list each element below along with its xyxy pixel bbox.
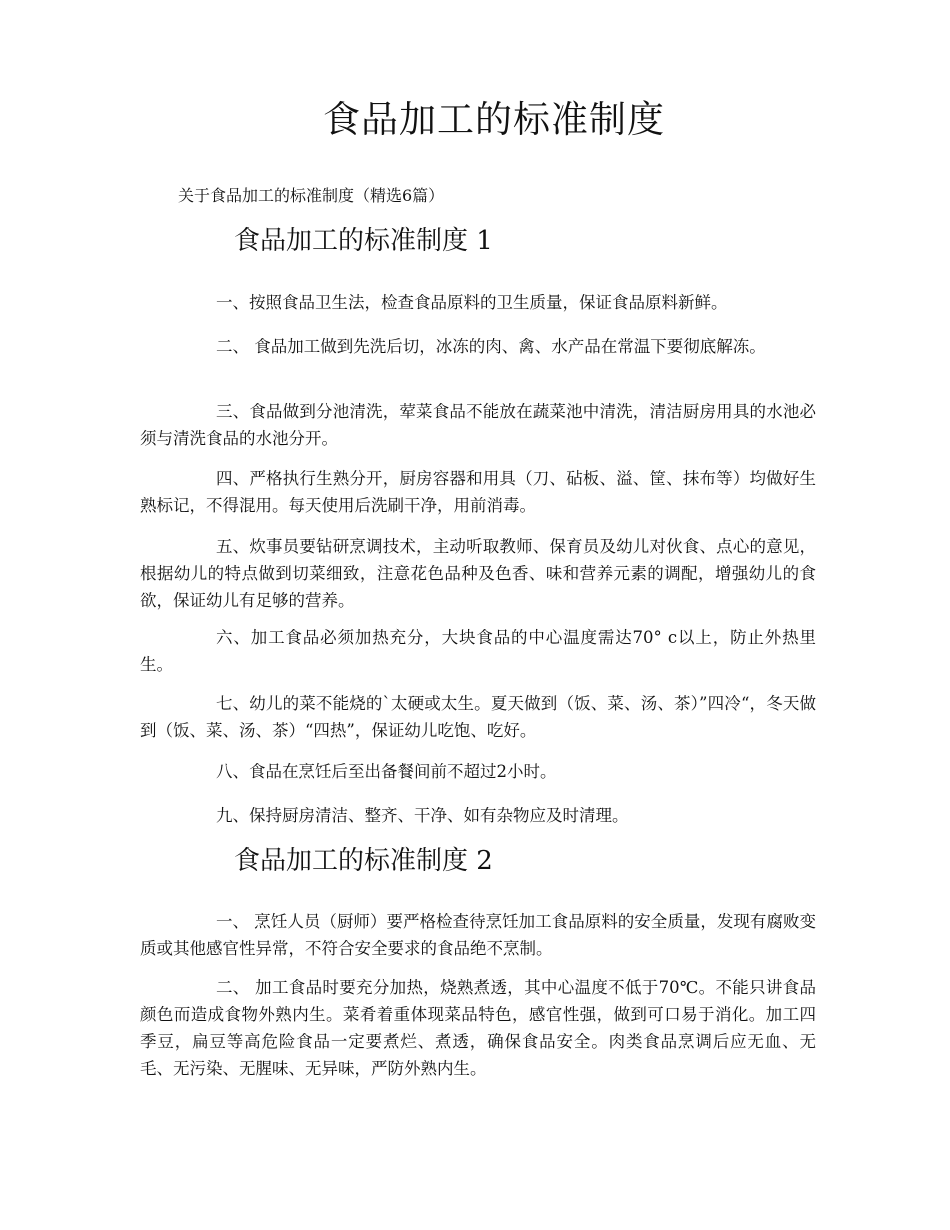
- section-heading-2: 食品加工的标准制度 2: [234, 846, 493, 876]
- section-2-paragraph-1: 一、 烹饪人员（厨师）要严格检查待烹饪加工食品原料的安全质量，发现有腐败变质或其他感官性异常，不符合安全要求的食品绝不烹制。: [140, 912, 816, 958]
- section-2-paragraph-2: 二、 加工食品时要充分加热，烧熟煮透，其中心温度不低于70℃。不能只讲食品颜色而造成食物外熟内生。菜肴着重体现菜品特色，感官性强，做到可口易于消化。加工四季豆，扁豆等高危险食品一定要煮烂、煮透，确保食品安全。肉类食品烹调后应无血、无毛、无污染、无腥味、无异味，严防外熟内生。: [140, 978, 816, 1078]
- section-1-paragraph-6: 六、加工食品必须加热充分，大块食品的中心温度需达70° c以上，防止外热里生。: [140, 628, 816, 674]
- section-1-paragraph-5: 五、炊事员要钻研烹调技术，主动听取教师、保育员及幼儿对伙食、点心的意见，根据幼儿的特点做到切菜细致，注意花色品种及色香、味和营养元素的调配，增强幼儿的食欲，保证幼儿有足够的营养。: [140, 537, 816, 610]
- document-title: 食品加工的标准制度: [323, 98, 665, 141]
- section-1-paragraph-7: 七、幼儿的菜不能烧的`太硬或太生。夏天做到（饭、菜、汤、茶）”四冷“，冬天做到（饭、菜、汤、茶）“四热”，保证幼儿吃饱、吃好。: [140, 694, 816, 740]
- section-1-paragraph-4: 四、严格执行生熟分开，厨房容器和用具（刀、砧板、溢、筐、抹布等）均做好生熟标记，不得混用。每天使用后洗刷干净，用前消毒。: [140, 469, 816, 515]
- section-1-paragraph-2: 二、 食品加工做到先洗后切，冰冻的肉、禽、水产品在常温下要彻底解冻。: [216, 337, 766, 356]
- section-1-paragraph-3: 三、食品做到分池清洗，荤菜食品不能放在蔬菜池中清洗，清洁厨房用具的水池必须与清洗食品的水池分开。: [140, 402, 816, 448]
- section-heading-1: 食品加工的标准制度 1: [234, 226, 493, 256]
- section-1-paragraph-9: 九、保持厨房清洁、整齐、干净、如有杂物应及时清理。: [216, 806, 629, 825]
- section-1-paragraph-1: 一、按照食品卫生法，检查食品原料的卫生质量，保证食品原料新鲜。: [216, 293, 728, 312]
- document-subtitle: 关于食品加工的标准制度（精选6篇）: [178, 186, 445, 205]
- section-1-paragraph-8: 八、食品在烹饪后至出备餐间前不超过2小时。: [216, 762, 557, 781]
